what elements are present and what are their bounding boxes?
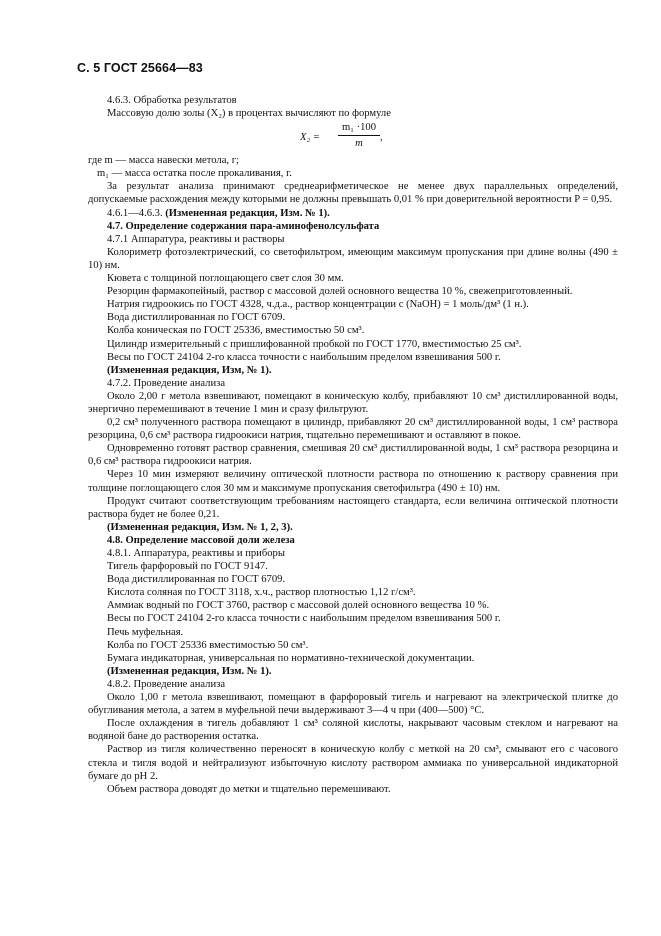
- formula-numerator: m₁ ·100: [338, 121, 380, 136]
- paragraph: Одновременно готовят раствор сравнения, смешивая 20 см³ дистиллированной воды, 1 см³ раствора резорцина и 0,6 см³ раствора гидроокиси натрия.: [88, 443, 618, 468]
- section-4-6-3-heading: 4.6.3. Обработка результатов: [107, 95, 237, 106]
- paragraph: Колба коническая по ГОСТ 25336, вместимостью 50 см³.: [107, 325, 365, 337]
- paragraph: Цилиндр измерительный с пришлифованной пробкой по ГОСТ 1770, вместимостью 25 см³.: [107, 338, 522, 350]
- revision-label: (Измененная редакция, Изм. № 1).: [107, 665, 272, 677]
- paragraph: За результат анализа принимают среднеарифметическое не менее двух параллельных определений, допускаемые расхождения между которыми не должны превышать 0,01 % при доверительной вероятности P = 0,95.: [88, 181, 618, 206]
- revision-label: (Измененная редакция, Изм. № 1, 2, 3).: [107, 521, 293, 533]
- paragraph: Печь муфельная.: [107, 626, 184, 638]
- formula-fraction: [338, 121, 380, 150]
- paragraph: Тигель фарфоровый по ГОСТ 9147.: [107, 561, 268, 573]
- revision-label: (Измененная редакция, Изм. № 1).: [165, 207, 330, 219]
- revision-ref: 4.6.1—4.6.3.: [107, 207, 166, 219]
- paragraph: Колба по ГОСТ 25336 вместимостью 50 см³.: [107, 639, 309, 651]
- section-4-7-heading: 4.7. Определение содержания пара-аминофенолсульфата: [107, 220, 380, 232]
- paragraph: Вода дистиллированная по ГОСТ 6709.: [107, 574, 286, 586]
- subsection-heading: 4.7.1 Аппаратура, реактивы и растворы: [107, 233, 285, 245]
- paragraph: Весы по ГОСТ 24104 2-го класса точности с наибольшим пределом взвешивания 500 г.: [107, 351, 501, 363]
- paragraph: где m — масса навески метола, г;: [88, 155, 239, 167]
- paragraph: Кювета с толщиной поглощающего свет слоя 30 мм.: [107, 273, 344, 285]
- subsection-heading: 4.7.2. Проведение анализа: [107, 377, 226, 389]
- paragraph: Резорцин фармакопейный, раствор с массовой долей основного вещества 10 %, свежеприготовленный.: [107, 286, 573, 298]
- section-4-8-heading: 4.8. Определение массовой доли железа: [107, 534, 295, 546]
- paragraph: Массовую долю золы (X₂) в процентах вычисляют по формуле: [107, 108, 391, 120]
- document-body: [88, 94, 618, 796]
- paragraph: Через 10 мин измеряют величину оптической плотности раствора по отношению к раствору сравнения при толщине поглощающего слоя 30 мм и максимуме пропускания светофильтра (490 ± 10) нм.: [88, 469, 618, 494]
- page-header: С. 5 ГОСТ 25664—83: [77, 61, 203, 75]
- formula-lhs: X₂ =: [300, 132, 320, 144]
- paragraph: Натрия гидроокись по ГОСТ 4328, ч.д.а., раствор концентрации c (NaOH) = 1 моль/дм³ (1 н.).: [107, 299, 529, 311]
- paragraph: Колориметр фотоэлектрический, со светофильтром, имеющим максимум пропускания при длине волны (490 ± 10) нм.: [88, 246, 618, 271]
- paragraph: Раствор из тигля количественно переносят в коническую колбу с меткой на 20 см³, смывают его с часового стекла и тигля водой и нейтрализуют избыточную кислоту раствором аммиака по универсальной индикаторной бумаге до рН 2.: [88, 744, 618, 782]
- paragraph: Вода дистиллированная по ГОСТ 6709.: [107, 312, 286, 324]
- paragraph: Кислота соляная по ГОСТ 3118, х.ч., раствор плотностью 1,12 г/см³.: [107, 587, 416, 599]
- subsection-heading: 4.8.1. Аппаратура, реактивы и приборы: [107, 548, 285, 559]
- subsection-heading: 4.8.2. Проведение анализа: [107, 678, 226, 690]
- ash-formula: [88, 121, 618, 153]
- formula-comma: ,: [380, 132, 383, 144]
- paragraph: Около 1,00 г метола взвешивают, помещают в фарфоровый тигель и нагревают на электрической плитке до обугливания метола, а затем в муфельной печи выдерживают 3—4 ч при (400—500) °С.: [88, 692, 618, 717]
- paragraph: m₁ — масса остатка после прокаливания, г.: [97, 168, 292, 180]
- paragraph: 0,2 см³ полученного раствора помещают в цилиндр, прибавляют 20 см³ дистиллированной воды, 1 см³ раствора резорцина, 0,6 см³ раствора гидроокиси натрия, тщательно перемешивают и оставляют в покое.: [88, 417, 618, 442]
- paragraph: Продукт считают соответствующим требованиям настоящего стандарта, если величина оптической плотности раствора будет не более 0,21.: [88, 495, 618, 520]
- paragraph: Объем раствора доводят до метки и тщательно перемешивают.: [107, 783, 391, 795]
- paragraph: Аммиак водный по ГОСТ 3760, раствор с массовой долей основного вещества 10 %.: [107, 600, 490, 612]
- paragraph: Весы по ГОСТ 24104 2-го класса точности с наибольшим пределом взвешивания 500 г.: [107, 613, 501, 625]
- paragraph: После охлаждения в тигель добавляют 1 см³ соляной кислоты, накрывают часовым стеклом и нагревают на водяной бане до растворения остатка.: [88, 718, 618, 743]
- revision-note: [88, 207, 618, 220]
- formula-denominator: m: [355, 138, 363, 150]
- revision-label: (Измененная редакция, Изм, № 1).: [107, 364, 272, 376]
- paragraph: Около 2,00 г метола взвешивают, помещают в коническую колбу, прибавляют 10 см³ дистиллированной воды, энергично перемешивают в течение 1 мин и сразу фильтруют.: [88, 390, 618, 415]
- paragraph: Бумага индикаторная, универсальная по нормативно-технической документации.: [107, 652, 475, 664]
